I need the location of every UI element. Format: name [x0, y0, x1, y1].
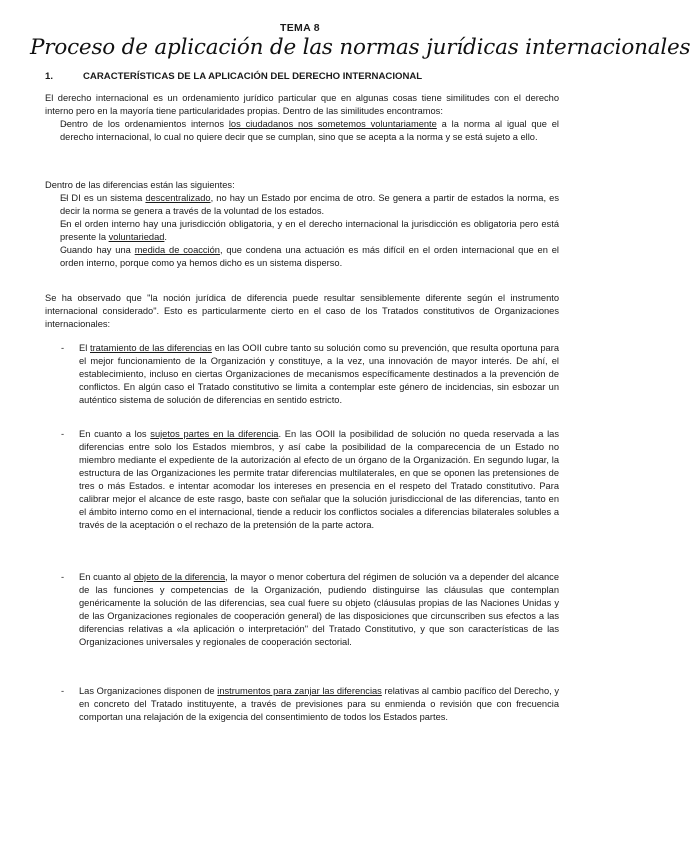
- bullet-text: Las Organizaciones disponen de: [79, 686, 218, 696]
- list-item: [45, 192, 559, 218]
- similarities-list: [45, 118, 559, 144]
- tema-label: TEMA 8: [280, 22, 320, 34]
- bullet-text: en las OOII cubre tanto su solución como su prevención, que resulta oportuna para el mejor funcionamiento de la Organización y constituye, a la vez, una innovación de mayor interés. De ahí, el establecimiento, incluso en ciertas Organizaciones de mecanismos específicamente destinados a la prevención de conflictos. En algún caso el Tratado constitutivo se limita a contemplar este género de incidencias, sin esbozar un auténtico sistema de solución de diferencias en sentido estricto.: [79, 343, 559, 405]
- page-title: Proceso de aplicación de las normas jurídicas internacionales: [30, 35, 690, 60]
- bullet-underline: sujetos partes en la diferencia: [150, 429, 279, 439]
- list-item: [62, 685, 559, 724]
- points-block-3: [62, 571, 559, 649]
- list-item: [62, 428, 559, 532]
- points-list: [62, 571, 559, 649]
- bullet-text: En cuanto a los: [79, 429, 151, 439]
- list-item: [45, 218, 559, 244]
- bullet-underline: voluntariedad: [108, 232, 165, 242]
- bullet-text: El DI es un sistema: [60, 193, 146, 203]
- differences-block: [45, 179, 559, 270]
- bullet-text: Cuando hay una: [60, 245, 135, 255]
- bullet-text: , no hay un Estado por encima de otro. Se genera a partir de estados la norma, es decir la norma se genera a través de la voluntad de los estados.: [60, 193, 559, 216]
- bullet-text: a la norma al igual que el derecho internacional, lo cual no quiere decir que se cumplan, sino que se acepta a la norma y se está sujeto a ello.: [60, 119, 559, 142]
- bullet-underline: medida de coacción: [134, 245, 220, 255]
- bullet-underline: objeto de la diferencia: [133, 572, 226, 582]
- bullet-text: , que condena una actuación es más difícil en el orden internacional que en el orden interno, porque como ya hemos dicho es un sistema disperso.: [60, 245, 559, 268]
- bullet-text: En cuanto al: [79, 572, 134, 582]
- bullet-underline: instrumentos para zanjar las diferencias: [217, 686, 382, 696]
- bullet-text: Dentro de los ordenamientos internos: [60, 119, 229, 129]
- section-number: 1.: [45, 71, 54, 82]
- list-item: [45, 118, 559, 144]
- points-block-4: [62, 685, 559, 724]
- bullet-underline: los ciudadanos nos sometemos voluntariamente: [228, 119, 437, 129]
- bullet-underline: descentralizado: [145, 193, 211, 203]
- bullet-text: , la mayor o menor cobertura del régimen de solución va a depender del alcance de las funciones y competencias de la Organización, pudiendo distinguirse las cláusulas que contemplan genéricamente la solución de las diferencias, sea cual fuere su objeto (cláusulas propias de las Naciones Unidas y de las Organizaciones regionales de cooperación general) de las disposiciones que circunscriben sus efectos a las diferencias relativas a «la aplicación o interpretación" del Tratado Constitutivo, y que son características de las Organizaciones universales y regionales de cooperación sectorial.: [79, 572, 559, 647]
- intro-paragraph-block: [45, 92, 559, 144]
- points-block-2: [62, 428, 559, 532]
- bullet-text: En el orden interno hay una jurisdicción obligatoria, y en el derecho internacional la jurisdicción es obligatoria pero está presente la: [60, 219, 559, 242]
- bullet-underline: tratamiento de las diferencias: [90, 343, 212, 353]
- observed-paragraph: Se ha observado que "la noción jurídica de diferencia puede resultar sensiblemente diferente según el instrumento internacional considerado". Esto es particularmente cierto en el caso de los Tratados constitutivos de Organizaciones internacionales:: [45, 293, 559, 329]
- section-title: CARACTERÍSTICAS DE LA APLICACIÓN DEL DERECHO INTERNACIONAL: [83, 71, 423, 82]
- points-list: [62, 428, 559, 532]
- differences-lead: Dentro de las diferencias están las siguientes:: [45, 180, 235, 190]
- bullet-text: relativas al cambio pacífico del Derecho, y en concreto del Tratado instituyente, a través de previsiones para su enmienda o revisión que con frecuencia comportan una relajación de la exigencia del consentimiento de todos los Estados partes.: [79, 686, 559, 722]
- intro-paragraph: El derecho internacional es un ordenamiento jurídico particular que en algunas cosas tiene similitudes con el derecho interno pero en la mayoría tiene particularidades propias. Dentro de las similitudes encontramos:: [45, 93, 559, 116]
- bullet-text: El: [79, 343, 90, 353]
- list-item: [62, 342, 559, 407]
- points-block-1: [62, 342, 559, 407]
- list-item: [45, 244, 559, 270]
- observed-paragraph-block: [45, 292, 559, 331]
- differences-list: [45, 192, 559, 270]
- points-list: [62, 685, 559, 724]
- list-item: [62, 571, 559, 649]
- bullet-text: .: [164, 232, 168, 242]
- bullet-text: . En las OOII la posibilidad de solución no queda reservada a las diferencias entre solo los Estados miembros, y así cabe la posibilidad de la comparecencia de un Estado no miembro mediante el expediente de la autorización al efecto de un órgano de la Organización. En segundo lugar, la estructura de las Organizaciones les permite tratar diferencias multilaterales, en que se oponen las pretensiones de tres o más Estados. e intentar acomodar los intereses en presencia en el respeto del Tratado constitutivo. Para calibrar mejor el alcance de este rasgo, baste con señalar que la solución jurisdiccional de las diferencias, tanto en el ámbito interno como en el internacional, tiende a reducir los conflictos sociales a diferencias bilaterales solubles a través de la aceptación o el rechazo de la pretensión de la parte actora.: [79, 429, 559, 530]
- points-list: [62, 342, 559, 407]
- section-heading: [45, 71, 422, 82]
